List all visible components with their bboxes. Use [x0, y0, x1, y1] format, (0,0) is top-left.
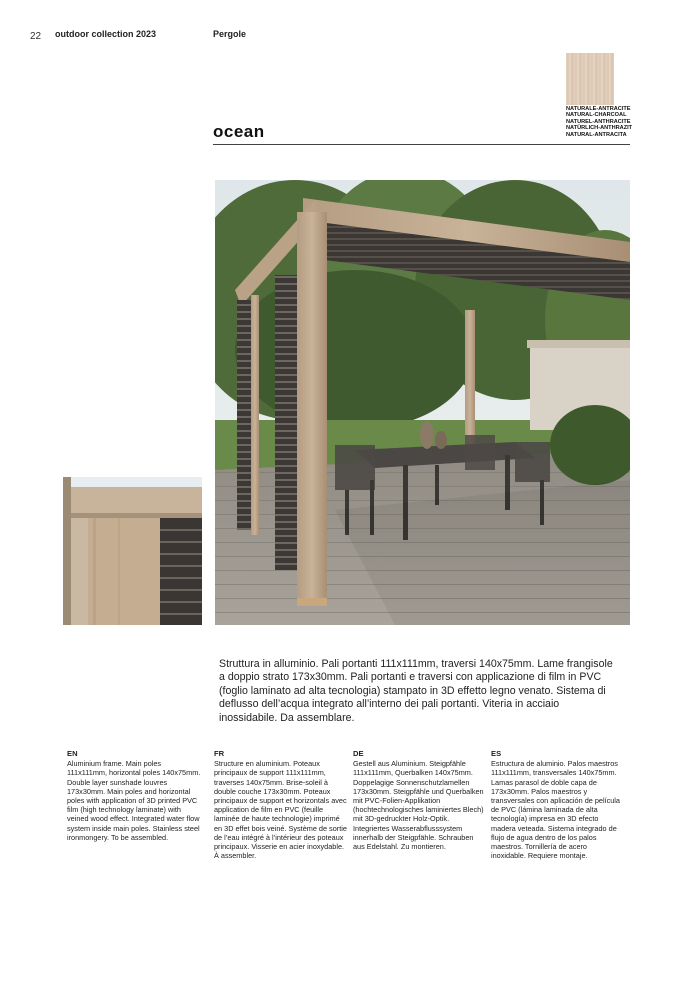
language-text: Estructura de aluminio. Palos maestros 111x111mm, transversales 140x75mm. Lamas parasol de doble capa de 173x30mm. Palos maestros y transversales con aplicación de película de PVC (lámina laminada de alta tecnología) impresa en 3D efecto madera veteada. Sistema integrado de flujo de agua dentro de los palos maestros. Tornillería de acero inoxidable. Requiere montaje.: [491, 759, 620, 861]
description-fr: [214, 749, 347, 860]
finish-labels: [566, 106, 632, 138]
page-number: 22: [30, 31, 42, 42]
language-text: Structure en aluminium. Poteaux principaux de support 111x111mm, traverses 140x75mm. Brise-soleil à double couche 173x30mm. Poteaux principaux de support et horizontals avec application de film en PVC (feuille laminée de haute technologie) imprimé en 3D effet bois veiné. Système de sortie de l’eau intégré à l’intérieur des poteaux principaux. Visserie en acier inoxydable. À assembler.: [214, 759, 347, 861]
post-detail-illustration: [63, 477, 202, 625]
finish-label: NATURAL-ANTRACITA: [566, 131, 627, 138]
finish-label: NATÜRLICH-ANTHRAZIT: [566, 125, 633, 132]
product-name: ocean: [213, 122, 265, 141]
pergola-illustration: [215, 180, 630, 625]
finish-label: NATUREL-ANTHRACITE: [566, 118, 631, 125]
finish-swatch: [566, 53, 614, 105]
finish-label: NATURAL-CHARCOAL: [566, 112, 627, 119]
title-divider: [213, 144, 630, 145]
description-es: [491, 749, 621, 860]
main-product-photo: [215, 180, 630, 625]
language-code: ES: [491, 749, 502, 758]
collection-title: outdoor collection 2023: [55, 29, 157, 39]
language-code: FR: [214, 749, 225, 758]
language-text: Aluminium frame. Main poles 111x111mm, horizontal poles 140x75mm. Double layer sunshade louvres 173x30mm. Main poles and horizontal poles with application of 3D printed PVC film (high technology laminate) with veined wood effect. Integrated water flow system inside main poles. Stainless steel ironmongery. To be assembled.: [67, 759, 201, 842]
language-text: Gestell aus Aluminium. Steigpfähle 111x111mm, Querbalken 140x75mm. Doppelagige Sonnenschutzlamellen 173x30mm. Steigpfähle und Querbalken mit PVC-Folien-Applikation (hochtechnologisches laminiertes Blech) mit 3D-gedruckter Holz-Optik. Integriertes Wasserabflusssystem innerhalb der Steigpfähle. Schrauben aus Edelstahl. Zu montieren.: [353, 759, 484, 852]
detail-photo: [63, 477, 202, 625]
language-code: EN: [67, 749, 78, 758]
section-title: Pergole: [213, 29, 247, 39]
description-de: [353, 749, 487, 851]
language-code: DE: [353, 749, 364, 758]
finish-label: NATURALE-ANTRACITE: [566, 106, 631, 112]
intro-description-it: Struttura in alluminio. Pali portanti 111x111mm, traversi 140x75mm. Lame frangisole a doppio strato 173x30mm. Pali portanti e traversi con applicazione di film in PVC (foglio laminato ad alta tecnologia) stampato in 3D effetto legno venato. Sistema di deflusso dell’acqua integrato all’interno dei pali portanti. Viteria in acciaio inossidabile. Da assemblare.: [219, 658, 613, 724]
description-en: [67, 749, 202, 842]
